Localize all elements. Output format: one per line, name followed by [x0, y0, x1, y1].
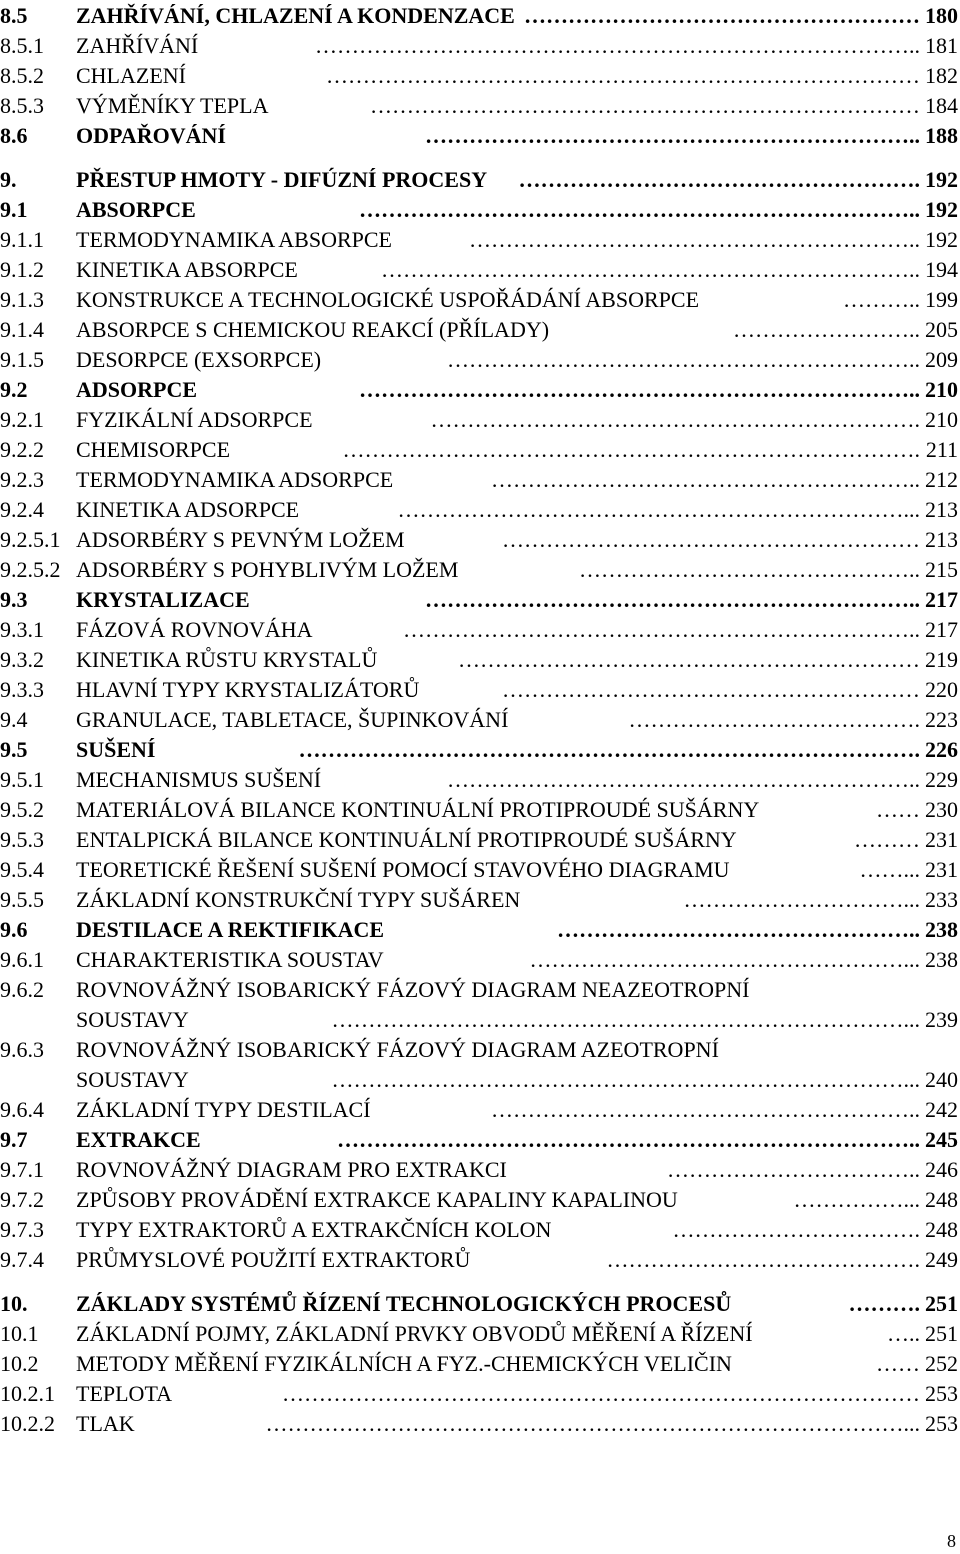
toc-entry-leader: ………………………………………………………….. — [425, 123, 920, 148]
toc-entry[interactable] — [0, 1379, 960, 1409]
toc-entry-title: KRYSTALIZACE — [76, 585, 256, 615]
toc-entry-number: 8.5.3 — [0, 93, 44, 118]
toc-entry-leader: ……………………………………………………….. — [447, 347, 920, 372]
toc-entry-number: 9.2.5.1 — [0, 527, 61, 552]
toc-entry[interactable] — [0, 121, 960, 151]
toc-entry-page: 253 — [923, 1409, 958, 1439]
toc-entry-page: 199 — [923, 285, 958, 315]
toc-entry-page: 245 — [923, 1125, 958, 1155]
toc-entry[interactable] — [0, 165, 960, 195]
toc-entry-number: 9.1.1 — [0, 227, 44, 252]
toc-entry-number: 9.7.2 — [0, 1187, 44, 1212]
toc-entry-title: PŘESTUP HMOTY - DIFÚZNÍ PROCESY — [76, 165, 493, 195]
toc-entry-page: 231 — [923, 855, 958, 885]
toc-entry-page: 215 — [923, 555, 958, 585]
toc-entry-leader: ……………………………………………… — [524, 3, 920, 28]
toc-entry[interactable] — [0, 1185, 960, 1215]
toc-entry-number: 9.6.2 — [0, 977, 44, 1002]
toc-entry-leader: …………………………………………………….. — [469, 227, 920, 252]
toc-entry-leader: ………………………………………………………………… — [370, 93, 920, 118]
toc-entry-number: 9.4 — [0, 707, 28, 732]
toc-entry-title: ROVNOVÁŽNÝ ISOBARICKÝ FÁZOVÝ DIAGRAM NEAZEOTROPNÍ — [76, 977, 750, 1002]
toc-entry-page: 181 — [923, 31, 958, 61]
toc-entry-page: 210 — [923, 375, 958, 405]
toc-entry-number: 9.1.5 — [0, 347, 44, 372]
toc-entry-page: 217 — [923, 585, 958, 615]
toc-entry-title: CHLAZENÍ — [76, 61, 192, 91]
toc-entry-title: ADSORBÉRY S PEVNÝM LOŽEM — [76, 525, 411, 555]
toc-entry[interactable] — [0, 31, 960, 61]
toc-entry[interactable] — [0, 735, 960, 765]
toc-entry-title: ZAHŘÍVÁNÍ — [76, 31, 204, 61]
page-number: 8 — [947, 1531, 956, 1551]
toc-entry[interactable] — [0, 705, 960, 735]
toc-entry[interactable] — [0, 645, 960, 675]
toc-entry-page: 229 — [923, 765, 958, 795]
toc-entry-leader: …………………….. — [733, 317, 920, 342]
toc-entry-leader: …………………………………. — [628, 707, 920, 732]
toc-entry-title: MATERIÁLOVÁ BILANCE KONTINUÁLNÍ PROTIPROUDÉ SUŠÁRNY — [76, 795, 765, 825]
toc-entry[interactable] — [0, 495, 960, 525]
toc-entry[interactable] — [0, 405, 960, 435]
toc-entry-leader: ………………………………………………………….. — [425, 587, 920, 612]
toc-entry[interactable] — [0, 195, 960, 225]
toc-entry[interactable] — [0, 1155, 960, 1185]
toc-entry[interactable] — [0, 975, 960, 1005]
toc-entry[interactable] — [0, 1035, 960, 1065]
toc-entry-page: 194 — [923, 255, 958, 285]
toc-entry-title: DESORPCE (EXSORPCE) — [76, 345, 327, 375]
toc-entry-leader: ………………………………………………….. — [491, 1097, 920, 1122]
toc-entry-continuation[interactable] — [0, 1065, 960, 1095]
toc-entry-number: 9.6 — [0, 917, 28, 942]
toc-entry-number: 10.2.2 — [0, 1411, 55, 1436]
toc-entry-page: 248 — [923, 1185, 958, 1215]
toc-entry[interactable] — [0, 1215, 960, 1245]
toc-entry-number: 9.2 — [0, 377, 28, 402]
toc-entry-leader: ………………………………………………. — [518, 167, 920, 192]
toc-entry-number: 8.5 — [0, 3, 28, 28]
toc-entry-number: 9.7.3 — [0, 1217, 44, 1242]
toc-entry-page: 192 — [923, 195, 958, 225]
toc-entry-title: VÝMĚNÍKY TEPLA — [76, 91, 275, 121]
toc-entry-title: ZPŮSOBY PROVÁDĚNÍ EXTRAKCE KAPALINY KAPALINOU — [76, 1185, 684, 1215]
toc-entry-page: 192 — [923, 225, 958, 255]
toc-entry-leader: ………………………………………………………………….. — [359, 377, 920, 402]
toc-entry-leader: …………………………………………………………………….. — [337, 1127, 920, 1152]
toc-entry-leader: ………………………………………………… — [502, 527, 920, 552]
toc-entry[interactable] — [0, 1319, 960, 1349]
toc-entry-number: 9.3.3 — [0, 677, 44, 702]
toc-entry[interactable] — [0, 435, 960, 465]
toc-entry-title: TLAK — [76, 1409, 141, 1439]
toc-entry-leader: ……………………………………………………………………... — [331, 1067, 920, 1092]
toc-entry-number: 9.7.4 — [0, 1247, 44, 1272]
toc-entry-page: 210 — [923, 405, 958, 435]
toc-entry-title: GRANULACE, TABLETACE, ŠUPINKOVÁNÍ — [76, 705, 514, 735]
toc-entry-page: 251 — [923, 1319, 958, 1349]
toc-entry-page: 209 — [923, 345, 958, 375]
toc-entry-leader: …… — [876, 1351, 920, 1376]
toc-entry-title: KINETIKA ADSORPCE — [76, 495, 305, 525]
toc-entry-leader: ……………………………………………………………………….. — [315, 33, 920, 58]
toc-entry-page: 219 — [923, 645, 958, 675]
toc-entry-leader: ………………………………………………….. — [491, 467, 920, 492]
toc-entry-number: 9.7.1 — [0, 1157, 44, 1182]
toc-entry-page: 184 — [923, 91, 958, 121]
toc-entry-leader: …………………………….. — [667, 1157, 920, 1182]
toc-entry-number: 10.2.1 — [0, 1381, 55, 1406]
toc-entry-leader: ………. — [848, 1291, 920, 1316]
toc-entry[interactable] — [0, 1095, 960, 1125]
toc-entry-title: DESTILACE A REKTIFIKACE — [76, 915, 390, 945]
toc-entry-title: TERMODYNAMIKA ADSORPCE — [76, 465, 399, 495]
toc-entry-page: 223 — [923, 705, 958, 735]
toc-entry-page: 246 — [923, 1155, 958, 1185]
toc-entry-title: ZÁKLADNÍ POJMY, ZÁKLADNÍ PRVKY OBVODŮ MĚŘENÍ A ŘÍZENÍ — [76, 1319, 759, 1349]
toc-entry-leader: ……………………………………………………………………... — [331, 1007, 920, 1032]
toc-entry-title: FÁZOVÁ ROVNOVÁHA — [76, 615, 319, 645]
toc-entry[interactable] — [0, 225, 960, 255]
toc-entry-title: CHARAKTERISTIKA SOUSTAV — [76, 945, 390, 975]
toc-entry-number: 9.2.5.2 — [0, 557, 61, 582]
toc-entry[interactable] — [0, 825, 960, 855]
toc-entry-title: ODPAŘOVÁNÍ — [76, 121, 232, 151]
toc-entry-leader: ………………………………………….. — [557, 917, 920, 942]
toc-entry-leader: ……………………………………………………………………… — [326, 63, 920, 88]
toc-entry-title: TYPY EXTRAKTORŮ A EXTRAKČNÍCH KOLON — [76, 1215, 557, 1245]
toc-entry-leader: ………………………………………………… — [502, 677, 920, 702]
toc-entry-leader: ……….. — [843, 287, 920, 312]
toc-entry-number: 9.7 — [0, 1127, 28, 1152]
toc-entry-number: 10.1 — [0, 1321, 39, 1346]
toc-entry-title: ZÁKLADNÍ KONSTRUKČNÍ TYPY SUŠÁREN — [76, 885, 526, 915]
toc-entry-number: 8.6 — [0, 123, 28, 148]
toc-entry-number: 9.1 — [0, 197, 28, 222]
toc-entry-number: 9.5.2 — [0, 797, 44, 822]
toc-entry-page: 231 — [923, 825, 958, 855]
toc-entry-page: 188 — [923, 121, 958, 151]
toc-entry-leader: ……………………………………. — [606, 1247, 920, 1272]
toc-entry-page: 211 — [924, 435, 958, 465]
toc-entry-leader: …………………………………………………………. — [430, 407, 920, 432]
toc-entry[interactable] — [0, 765, 960, 795]
toc-entry-number: 9.2.2 — [0, 437, 44, 462]
toc-entry-title: ROVNOVÁŽNÝ DIAGRAM PRO EXTRAKCI — [76, 1155, 513, 1185]
toc-entry-page: 217 — [923, 615, 958, 645]
toc-entry[interactable] — [0, 945, 960, 975]
toc-entry-number: 9.5.4 — [0, 857, 44, 882]
toc-entry-leader: ……………………………………………... — [529, 947, 920, 972]
toc-entry-title: ABSORPCE — [76, 195, 202, 225]
toc-entry-leader: …………………………………………………………………………. — [298, 737, 920, 762]
toc-entry-leader: ……………………………………………………………... — [397, 497, 920, 522]
toc-entry-title: PRŮMYSLOVÉ POUŽITÍ EXTRAKTORŮ — [76, 1245, 476, 1275]
toc-entry[interactable] — [0, 91, 960, 121]
toc-entry-number: 9.5.5 — [0, 887, 44, 912]
toc-entry[interactable] — [0, 345, 960, 375]
toc-entry[interactable] — [0, 465, 960, 495]
toc-entry[interactable] — [0, 615, 960, 645]
toc-entry-title: ADSORPCE — [76, 375, 203, 405]
toc-entry-number: 9.6.3 — [0, 1037, 44, 1062]
toc-entry-title: KINETIKA ABSORPCE — [76, 255, 304, 285]
toc-entry-continuation[interactable] — [0, 1005, 960, 1035]
toc-entry-page: 226 — [923, 735, 958, 765]
toc-entry-page: 212 — [923, 465, 958, 495]
toc-entry-number: 9.2.4 — [0, 497, 44, 522]
toc-entry-title: KINETIKA RŮSTU KRYSTALŮ — [76, 645, 383, 675]
toc-entry-leader: ……………………………………………………….. — [447, 767, 920, 792]
toc-entry-leader: …………………………………………………………….. — [403, 617, 920, 642]
toc-entry-number: 9.2.1 — [0, 407, 44, 432]
toc-entry-leader: ……………………………………………………………………. — [342, 437, 920, 462]
toc-entry-title: HLAVNÍ TYPY KRYSTALIZÁTORŮ — [76, 675, 425, 705]
toc-entry[interactable] — [0, 555, 960, 585]
toc-entry[interactable] — [0, 885, 960, 915]
toc-entry-leader: ……... — [859, 857, 920, 882]
toc-entry-leader: …… — [876, 797, 920, 822]
toc-entry-title: ZÁKLADY SYSTÉMŮ ŘÍZENÍ TECHNOLOGICKÝCH PROCESŮ — [76, 1289, 737, 1319]
toc-entry-title: MECHANISMUS SUŠENÍ — [76, 765, 327, 795]
toc-entry-leader: ……………………………. — [672, 1217, 920, 1242]
toc-entry-leader: ….. — [887, 1321, 920, 1346]
toc-entry-title: KONSTRUKCE A TECHNOLOGICKÉ USPOŘÁDÁNÍ ABSORPCE — [76, 285, 705, 315]
toc-entry-leader: …………………………………………………………………………… — [282, 1381, 920, 1406]
toc-entry-number: 9. — [0, 167, 17, 192]
toc-entry-leader: ……………………………………………………… — [458, 647, 920, 672]
toc-entry-title: TEORETICKÉ ŘEŠENÍ SUŠENÍ POMOCÍ STAVOVÉHO DIAGRAMU — [76, 855, 736, 885]
toc-entry-title: METODY MĚŘENÍ FYZIKÁLNÍCH A FYZ.-CHEMICKÝCH VELIČIN — [76, 1349, 738, 1379]
toc-entry-page: 205 — [923, 315, 958, 345]
toc-entry-title: ZÁKLADNÍ TYPY DESTILACÍ — [76, 1095, 377, 1125]
toc-entry[interactable] — [0, 915, 960, 945]
toc-entry-page: 242 — [923, 1095, 958, 1125]
toc-entry[interactable] — [0, 795, 960, 825]
toc-entry[interactable] — [0, 855, 960, 885]
toc-entry-page: 253 — [923, 1379, 958, 1409]
toc-entry-number: 9.2.3 — [0, 467, 44, 492]
toc-entry-title: CHEMISORPCE — [76, 435, 236, 465]
toc-entry-title-continued: SOUSTAVY — [76, 1005, 195, 1035]
toc-entry-title: ENTALPICKÁ BILANCE KONTINUÁLNÍ PROTIPROUDÉ SUŠÁRNY — [76, 825, 743, 855]
toc-entry-leader: ……………………………………….. — [579, 557, 920, 582]
toc-entry-page: 220 — [923, 675, 958, 705]
toc-entry-leader: ……………………………………………………………………………... — [265, 1411, 920, 1436]
toc-entry-title: ROVNOVÁŽNÝ ISOBARICKÝ FÁZOVÝ DIAGRAM AZEOTROPNÍ — [76, 1037, 719, 1062]
toc-entry[interactable] — [0, 255, 960, 285]
toc-entry[interactable] — [0, 1409, 960, 1439]
toc-entry-number: 10.2 — [0, 1351, 39, 1376]
toc-entry-title: FYZIKÁLNÍ ADSORPCE — [76, 405, 319, 435]
toc-entry-leader: ……………………………………………………………….. — [381, 257, 920, 282]
toc-entry-number: 8.5.2 — [0, 63, 44, 88]
toc-entry-page: 251 — [923, 1289, 958, 1319]
toc-entry-leader: ………………………………………………………………….. — [359, 197, 920, 222]
toc-entry-title: EXTRAKCE — [76, 1125, 207, 1155]
toc-entry-title: TEPLOTA — [76, 1379, 178, 1409]
table-of-contents — [0, 1, 960, 1439]
toc-entry-page: 233 — [923, 885, 958, 915]
toc-entry-title: ZAHŘÍVÁNÍ, CHLAZENÍ A KONDENZACE — [76, 1, 521, 31]
toc-entry-number: 9.5 — [0, 737, 28, 762]
toc-entry-page: 252 — [923, 1349, 958, 1379]
toc-entry[interactable] — [0, 375, 960, 405]
toc-entry-number: 9.3.2 — [0, 647, 44, 672]
toc-entry-number: 9.1.3 — [0, 287, 44, 312]
toc-entry-number: 9.3 — [0, 587, 28, 612]
toc-entry-number: 9.3.1 — [0, 617, 44, 642]
toc-entry-leader: …………………………... — [683, 887, 920, 912]
toc-entry-number: 10. — [0, 1291, 28, 1316]
toc-entry-number: 9.1.2 — [0, 257, 44, 282]
toc-entry-page: 230 — [923, 795, 958, 825]
toc-entry-title: TERMODYNAMIKA ABSORPCE — [76, 225, 398, 255]
toc-entry-number: 9.5.3 — [0, 827, 44, 852]
toc-entry[interactable] — [0, 585, 960, 615]
toc-entry[interactable] — [0, 525, 960, 555]
toc-entry-page: 213 — [923, 525, 958, 555]
toc-entry-page: 192 — [923, 165, 958, 195]
toc-entry[interactable] — [0, 1125, 960, 1155]
toc-entry-page: 239 — [923, 1005, 958, 1035]
toc-entry-page: 248 — [923, 1215, 958, 1245]
toc-entry-page: 180 — [923, 1, 958, 31]
toc-entry-page: 240 — [923, 1065, 958, 1095]
toc-entry[interactable] — [0, 1349, 960, 1379]
toc-entry-leader: ……… — [854, 827, 920, 852]
toc-entry[interactable] — [0, 61, 960, 91]
toc-entry[interactable] — [0, 675, 960, 705]
toc-entry-title-continued: SOUSTAVY — [76, 1065, 195, 1095]
toc-entry-title: ABSORPCE S CHEMICKOU REAKCÍ (PŘÍLADY) — [76, 315, 555, 345]
toc-entry-page: 238 — [923, 915, 958, 945]
toc-entry[interactable] — [0, 1289, 960, 1319]
toc-entry-leader: ……………... — [793, 1187, 920, 1212]
toc-entry[interactable] — [0, 285, 960, 315]
toc-entry-page: 213 — [923, 495, 958, 525]
toc-entry-page: 249 — [923, 1245, 958, 1275]
toc-entry-number: 9.6.1 — [0, 947, 44, 972]
toc-entry[interactable] — [0, 1245, 960, 1275]
toc-entry-number: 9.5.1 — [0, 767, 44, 792]
toc-entry-title: SUŠENÍ — [76, 735, 161, 765]
toc-entry-number: 9.1.4 — [0, 317, 44, 342]
toc-entry-page: 238 — [923, 945, 958, 975]
toc-entry-page: 182 — [923, 61, 958, 91]
toc-entry[interactable] — [0, 315, 960, 345]
toc-entry-number: 9.6.4 — [0, 1097, 44, 1122]
toc-entry-title: ADSORBÉRY S POHYBLIVÝM LOŽEM — [76, 555, 464, 585]
toc-entry[interactable] — [0, 1, 960, 31]
toc-entry-number: 8.5.1 — [0, 33, 44, 58]
